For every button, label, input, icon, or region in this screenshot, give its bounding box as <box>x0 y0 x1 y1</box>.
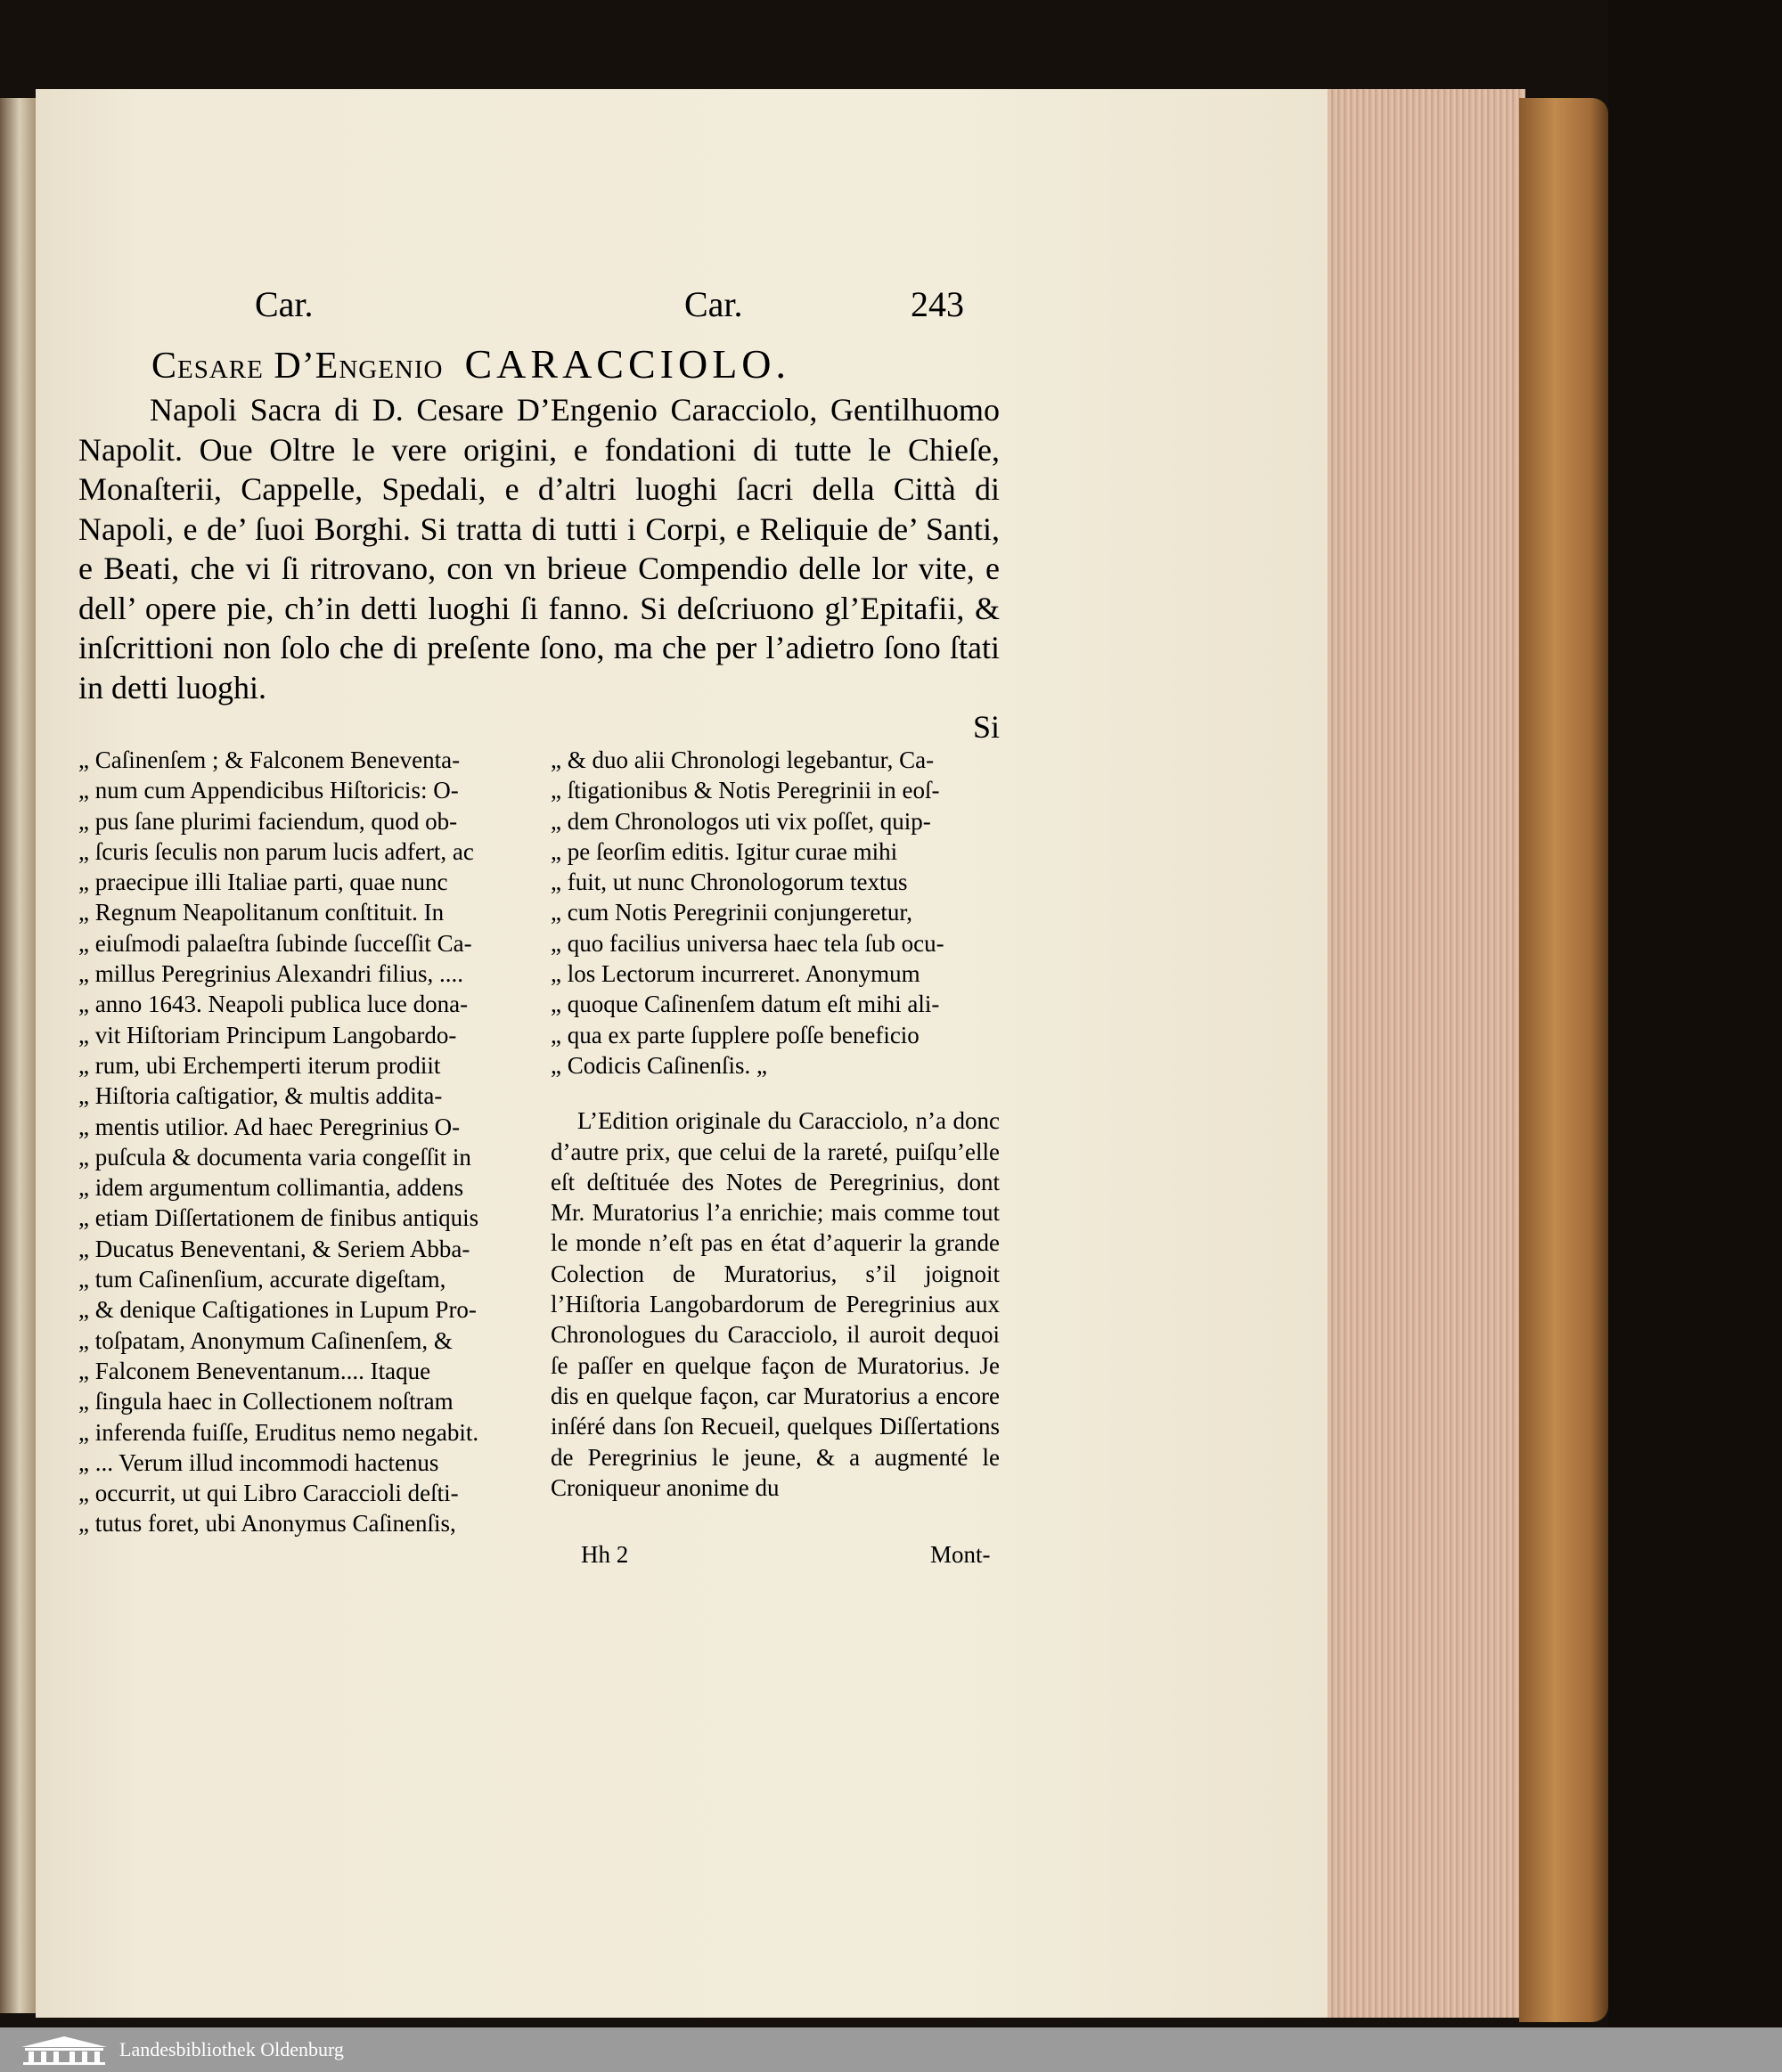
text-line: „ Ducatus Beneventani, & Seriem Abba- <box>78 1235 470 1262</box>
text-line: „ anno 1643. Neapoli publica luce dona- <box>78 991 469 1018</box>
text-line: „ & duo alii Chronologi legebantur, Ca- <box>551 746 935 773</box>
right-column-french: L’Edition originale du Caracciolo, n’a donc d’autre prix, que celui de la rareté, puiſqu’elle eſt deſtituée des Notes de Peregrinius, dont Mr. Muratorius l’a enrichie; mais comme tout le monde n’eſt pas en état d’aquerir la grande Colection de Muratorius, s’il joignoit l’Hiſtoria Langobardorum de Peregrinius aux Chronologues du Caracciolo, il auroit dequoi ſe paſſer en quelque façon de Muratorius. Je dis en quelque façon, car Muratorius a encore inſéré dans ſon Recueil, quelques Diſſertations de Peregrinius le jeune, & a augmenté le Croniqueur anonime du <box>551 1107 1000 1501</box>
intro-catchword: Si <box>972 709 1000 745</box>
text-line: „ tum Caſinenſium, accurate digeſtam, <box>78 1266 446 1293</box>
text-line: „ praecipue illi Italiae parti, quae nunc <box>78 869 448 896</box>
text-line: „ ſtigationibus & Notis Peregrinii in eoſ- <box>551 777 940 804</box>
text-line: „ eiuſmodi palaeſtra ſubinde ſucceſſit Ca- <box>78 929 472 957</box>
text-line: „ los Lectorum incurreret. Anonymum <box>551 960 920 988</box>
text-line: „ Falconem Beneventanum.... Itaque <box>78 1357 431 1384</box>
footer-bar <box>0 2027 1782 2072</box>
text-line: „ inferenda fuiſſe, Eruditus nemo negabit. <box>78 1418 479 1446</box>
text-line: „ dem Chronologos uti vix poſſet, quip- <box>551 807 931 835</box>
footer-library-name: Landesbibliothek Oldenburg <box>119 2038 344 2060</box>
text-line: „ fuit, ut nunc Chronologorum textus <box>551 869 908 896</box>
text-line: „ vit Hiſtoriam Principum Langobardo- <box>78 1021 457 1048</box>
text-line: „ puſcula & documenta varia congeſſit in <box>78 1143 471 1171</box>
intro-block <box>78 390 1000 747</box>
page-stack-edge <box>1328 89 1525 2018</box>
right-column <box>551 745 1000 1503</box>
left-column <box>78 745 524 1539</box>
text-line: „ qua ex parte ſupplere poſſe beneficio <box>551 1021 920 1048</box>
background-dark <box>1608 0 1782 2072</box>
text-line: „ millus Peregrinius Alexandri filius, .... <box>78 960 463 988</box>
text-line: „ num cum Appendicibus Hiſtoricis: O- <box>78 777 459 804</box>
text-line: „ quo facilius universa haec tela ſub ocu- <box>551 929 944 957</box>
text-line: „ occurrit, ut qui Libro Caraccioli deſti- <box>78 1480 459 1507</box>
text-line: „ toſpatam, Anonymum Caſinenſem, & <box>78 1326 453 1354</box>
text-line: „ Hiſtoria caſtigatior, & multis addita- <box>78 1082 443 1110</box>
text-line: „ mentis utilior. Ad haec Peregrinius O- <box>78 1113 461 1140</box>
text-line: „ idem argumentum collimantia, addens <box>78 1174 464 1202</box>
text-line: „ & denique Caſtigationes in Lupum Pro- <box>78 1296 477 1324</box>
running-head-center: Car. <box>684 284 743 324</box>
text-line: „ Regnum Neapolitanum conſtituit. In <box>78 899 445 926</box>
text-line: „ quoque Caſinenſem datum eſt mihi ali- <box>551 991 940 1018</box>
text-line: „ ſcuris ſeculis non parum lucis adfert, ac <box>78 837 474 865</box>
text-line: „ pe ſeorſim editis. Igitur curae mihi <box>551 837 898 865</box>
text-line: „ pus ſane plurimi faciendum, quod ob- <box>78 807 458 835</box>
text-line: „ ... Verum illud incommodi hactenus <box>78 1448 439 1476</box>
title-surname: CARACCIOLO. <box>464 341 791 387</box>
signature-mark: Hh 2 <box>581 1541 629 1568</box>
right-column-quote <box>551 745 1000 1081</box>
library-building-icon <box>20 2035 109 2065</box>
page-number: 243 <box>911 284 964 324</box>
text-line: „ ſingula haec in Collectionem noſtram <box>78 1388 454 1415</box>
text-line: „ cum Notis Peregrinii conjungeretur, <box>551 899 913 926</box>
book-cover-edge <box>1519 98 1608 2022</box>
entry-title <box>151 340 1042 387</box>
text-line: „ Caſinenſem ; & Falconem Beneventa- <box>78 746 461 773</box>
running-head-left: Car. <box>255 284 314 324</box>
text-line: „ rum, ubi Erchemperti iterum prodiit <box>78 1051 441 1079</box>
catchword: Mont- <box>930 1541 991 1568</box>
left-page-edge <box>0 98 36 2013</box>
text-line: „ tutus foret, ubi Anonymus Caſinenſis, <box>78 1510 456 1538</box>
title-name: Cesare D’Engenio <box>151 346 444 387</box>
text-line: „ etiam Diſſertationem de finibus antiquis <box>78 1204 479 1232</box>
text-line: „ Codicis Caſinenſis. „ <box>551 1051 767 1079</box>
intro-paragraph: Napoli Sacra di D. Cesare D’Engenio Caracciolo, Gentilhuomo Napolit. Oue Oltre le vere origini, e fondationi di tutte le Chieſe, Monaſterii, Cappelle, Spedali, e d’altri luoghi ſacri della Città di Napoli, e de’ ſuoi Borghi. Si tratta di tutti i Corpi, e Reliquie de’ Santi, e Beati, che vi ſi ritrovano, con vn brieue Compendio delle lor vite, e dell’ opere pie, ch’in detti luoghi ſi fanno. Si deſcriuono gl’Epitafii, & inſcrittioni non ſolo che di preſente ſono, ma che per l’adietro ſono ſtati in detti luoghi. <box>78 392 1000 706</box>
